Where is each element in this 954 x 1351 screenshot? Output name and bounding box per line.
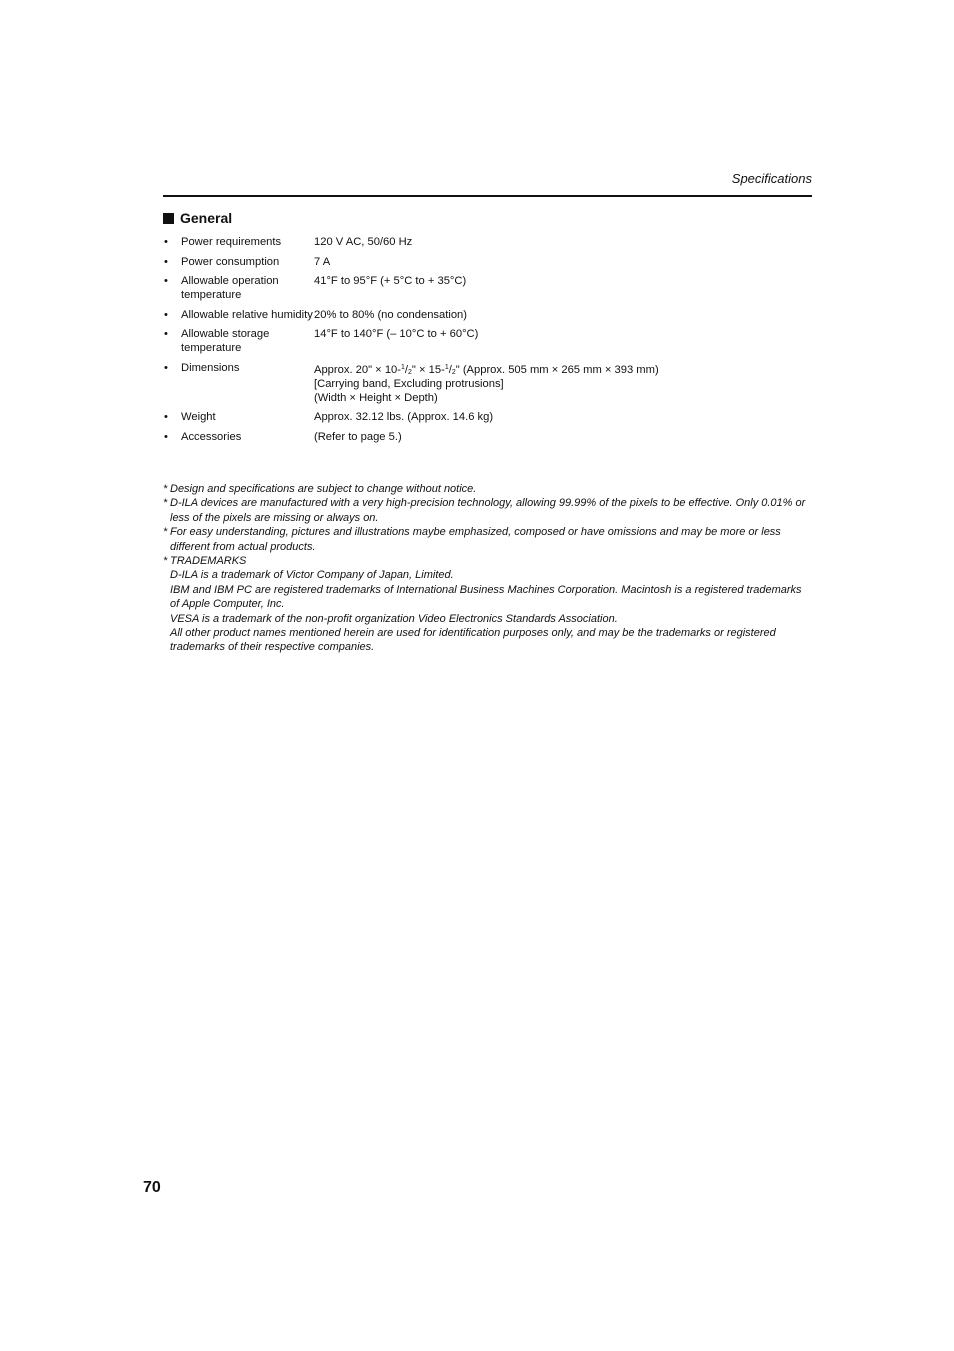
note-item — [163, 554, 812, 568]
spec-label: Allowable operation temperature — [181, 275, 279, 301]
spec-label: Accessories — [181, 430, 242, 443]
spec-value — [314, 361, 812, 405]
note-item — [163, 525, 812, 554]
spec-value: 20% to 80% (no condensation) — [314, 308, 467, 321]
bullet-icon: • — [164, 255, 168, 268]
spec-value: 14°F to 140°F (– 10°C to + 60°C) — [314, 328, 479, 340]
bullet-icon: • — [164, 361, 168, 374]
dimensions-text-part: Approx. 20" × 10- — [314, 363, 401, 376]
page-header-title: Specifications — [731, 171, 812, 186]
dimensions-text-part: " (Approx. 505 mm × 265 mm × 393 mm) — [455, 363, 659, 376]
fraction-numerator: 1 — [444, 363, 449, 371]
spec-row — [163, 361, 812, 405]
note-text: Design and specifications are subject to change without notice. — [170, 483, 477, 495]
spec-label: Weight — [181, 411, 216, 423]
spec-row — [163, 255, 812, 269]
spec-row — [163, 430, 812, 444]
spec-value: 41°F to 95°F (+ 5°C to + 35°C) — [314, 275, 467, 287]
square-bullet-icon — [163, 213, 174, 224]
fraction: $^1/_2$ — [401, 363, 412, 376]
note-text: D-ILA devices are manufactured with a very high-precision technology, allowing 99.99% of the pixels to be effective. Only 0.01% or less of the pixels are missing or always on. — [170, 497, 806, 524]
dimensions-line: (Width × Height × Depth) — [314, 391, 438, 404]
trademark-line: All other product names mentioned herein are used for identification purposes only, and may be the trademarks or registered trademarks of their respective companies. — [170, 627, 776, 654]
spec-label: Power requirements — [181, 236, 282, 248]
fraction: $^1/_2$ — [444, 363, 456, 376]
spec-label: Dimensions — [181, 361, 240, 374]
spec-row — [163, 274, 812, 302]
trademarks-heading: TRADEMARKS — [170, 555, 247, 568]
spec-label: Allowable storage temperature — [181, 328, 270, 354]
bullet-icon: • — [164, 430, 168, 443]
dimensions-line — [314, 363, 812, 377]
trademark-line: D-ILA is a trademark of Victor Company of Japan, Limited. — [170, 569, 454, 582]
dimensions-line: [Carrying band, Excluding protrusions] — [314, 377, 504, 390]
spec-value: 120 V AC, 50/60 Hz — [314, 236, 413, 248]
spec-row — [163, 308, 812, 322]
spec-row — [163, 410, 812, 424]
bullet-icon: • — [164, 328, 168, 340]
asterisk: * — [163, 483, 168, 495]
header-rule — [163, 195, 812, 197]
trademark-line: VESA is a trademark of the non-profit organization Video Electronics Standards Association. — [170, 612, 618, 625]
asterisk: * — [163, 497, 168, 510]
asterisk: * — [163, 526, 168, 539]
page-number: 70 — [143, 1179, 161, 1196]
asterisk: * — [163, 555, 168, 568]
spec-label: Allowable relative humidity — [181, 308, 313, 321]
notes-block — [163, 482, 812, 655]
spec-value: (Refer to page 5.) — [314, 430, 402, 443]
note-text: For easy understanding, pictures and illustrations maybe emphasized, composed or have omissions and may be more or less different from actual products. — [170, 526, 781, 553]
trademark-line: IBM and IBM PC are registered trademarks of International Business Machines Corporation. Macintosh is a registered trademarks of Apple Computer, Inc. — [170, 583, 802, 611]
spec-label: Power consumption — [181, 255, 280, 268]
note-item — [163, 496, 812, 525]
section-heading — [163, 210, 232, 226]
spec-list — [163, 235, 812, 449]
bullet-icon: • — [164, 411, 168, 423]
spec-value: Approx. 32.12 lbs. (Approx. 14.6 kg) — [314, 411, 494, 423]
bullet-icon: • — [164, 275, 168, 287]
fraction-numerator: 1 — [401, 363, 405, 371]
dimensions-text-part: " × 15- — [411, 363, 445, 376]
spec-value: 7 A — [314, 255, 331, 268]
bullet-icon: • — [164, 308, 168, 321]
section-title: General — [180, 210, 233, 226]
spec-row — [163, 327, 812, 355]
bullet-icon: • — [164, 236, 168, 248]
spec-row — [163, 235, 812, 249]
fraction-denominator: 2 — [451, 368, 456, 376]
note-item — [163, 482, 812, 496]
fraction-denominator: 2 — [408, 368, 412, 376]
